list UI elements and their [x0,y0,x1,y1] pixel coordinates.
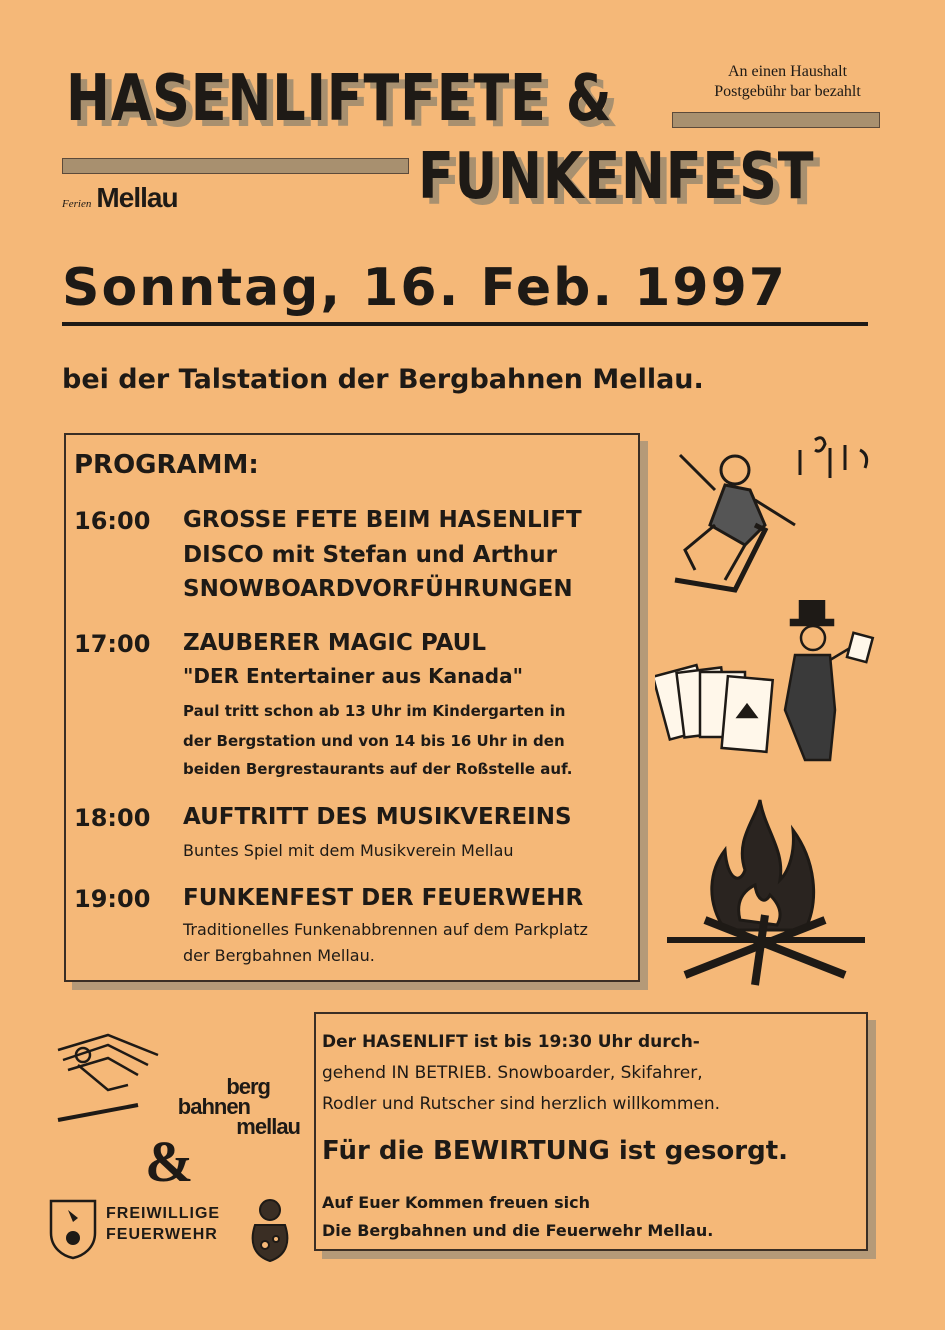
catering-note: Für die BEWIRTUNG ist gesorgt. [322,1136,789,1166]
event-1700-main: ZAUBERER MAGIC PAUL [183,630,487,656]
event-1800-main: AUFTRITT DES MUSIKVEREINS [183,804,572,830]
postage-note [690,62,885,102]
bb-line-3: mellau [236,1114,300,1139]
program-heading: PROGRAMM: [74,450,259,480]
event-1900-detail-2: der Bergbahnen Mellau. [183,946,375,965]
title-line-2: FUNKENFEST [418,140,815,214]
bb-line-1: berg [226,1074,270,1099]
mellau-logo-small: Ferien [62,198,92,210]
mellau-logo-text: Mellau [96,182,178,213]
postage-line-1: An einen Haushalt [727,63,848,80]
cards-magician-illustration [655,600,885,775]
event-1700-sub: "DER Entertainer aus Kanada" [183,664,524,688]
ff-line-1: FREIWILLIGE [106,1205,221,1222]
event-1700-detail-1: Paul tritt schon ab 13 Uhr im Kindergarten in [183,702,566,720]
time-1700: 17:00 [74,630,151,658]
event-1900-main: FUNKENFEST DER FEUERWEHR [183,885,584,911]
closing-line-1: Auf Euer Kommen freuen sich [322,1193,590,1212]
bonfire-illustration [665,790,875,990]
info-line-2: gehend IN BETRIEB. Snowboarder, Skifahrer, [322,1063,703,1083]
title-bar-right [672,112,880,128]
event-1600-snowboard: SNOWBOARDVORFÜHRUNGEN [183,576,573,602]
event-1700-detail-2: der Bergstation und von 14 bis 16 Uhr in den [183,732,565,750]
closing-line-2: Die Bergbahnen und die Feuerwehr Mellau. [322,1221,714,1240]
time-1800: 18:00 [74,804,151,832]
info-line-1: Der HASENLIFT ist bis 19:30 Uhr durch- [322,1032,700,1052]
title-bar-left [62,158,409,174]
postage-line-2: Postgebühr bar bezahlt [714,83,861,100]
freiwillige-feuerwehr [106,1203,220,1245]
event-1900-detail-1: Traditionelles Funkenabbrennen auf dem Parkplatz [183,920,588,939]
florian-figure-icon [240,1195,300,1265]
event-1700-detail-3: beiden Bergrestaurants auf der Roßstelle auf. [183,760,573,778]
fire-department-crest-icon [48,1198,98,1260]
title-line-1: HASENLIFTFETE & [66,62,613,136]
event-1800-detail: Buntes Spiel mit dem Musikverein Mellau [183,841,514,860]
sponsor-ampersand: & [145,1129,194,1194]
info-line-3: Rodler und Rutscher sind herzlich willkommen. [322,1094,721,1114]
event-1600-main: GROSSE FETE BEIM HASENLIFT [183,507,582,533]
event-date: Sonntag, 16. Feb. 1997 [62,258,787,318]
event-venue: bei der Talstation der Bergbahnen Mellau. [62,364,704,395]
event-1600-disco: DISCO mit Stefan und Arthur [183,542,558,568]
mellau-logo [62,182,178,214]
time-1900: 19:00 [74,885,151,913]
snowboarder-illustration [655,430,885,605]
date-underline [62,322,868,326]
time-1600: 16:00 [74,507,151,535]
bb-line-2: bahnen [177,1094,250,1119]
ff-line-2: FEUERWEHR [106,1226,218,1243]
